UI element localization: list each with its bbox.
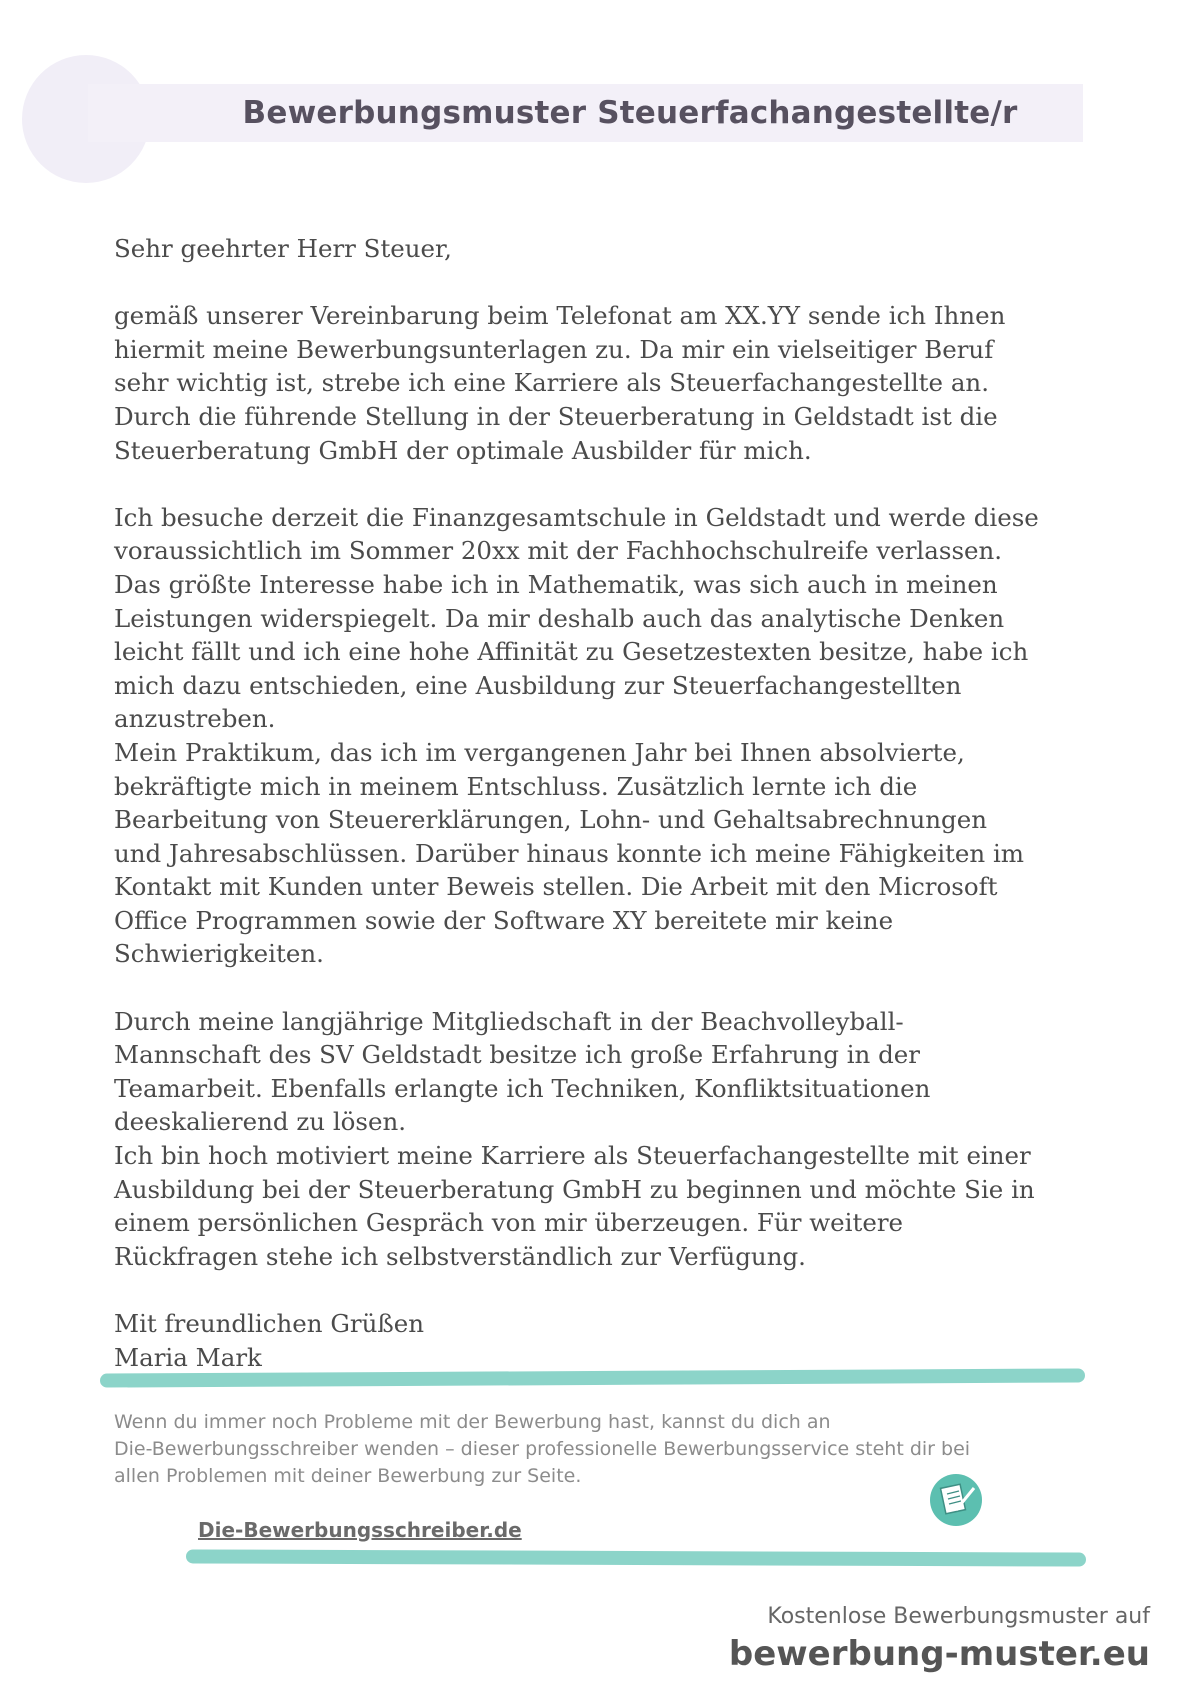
text-line: Durch meine langjährige Mitgliedschaft in der Beachvolleyball- bbox=[114, 1006, 904, 1036]
paragraph-5 bbox=[114, 1139, 1094, 1273]
document-pen-icon bbox=[930, 1474, 982, 1526]
text-line: anzustreben. bbox=[114, 704, 276, 734]
text-line: Durch die führende Stellung in der Steuerberatung in Geldstadt ist die bbox=[114, 401, 998, 431]
letter-body bbox=[114, 232, 1094, 1374]
text-line: sehr wichtig ist, strebe ich eine Karriere als Steuerfachangestellte an. bbox=[114, 368, 989, 398]
text-line: Ich besuche derzeit die Finanzgesamtschule in Geldstadt und werde diese bbox=[114, 502, 1039, 532]
text-line: und Jahresabschlüssen. Darüber hinaus konnte ich meine Fähigkeiten im bbox=[114, 838, 1025, 868]
paragraph-4 bbox=[114, 1005, 1094, 1139]
paragraph-3 bbox=[114, 736, 1094, 971]
text-line: Schwierigkeiten. bbox=[114, 939, 324, 969]
signature: Maria Mark bbox=[114, 1342, 262, 1372]
text-line: Leistungen widerspiegelt. Da mir deshalb auch das analytische Denken bbox=[114, 603, 1005, 633]
text-line: Mein Praktikum, das ich im vergangenen Jahr bei Ihnen absolvierte, bbox=[114, 737, 965, 767]
text-line: Ich bin hoch motiviert meine Karriere als Steuerfachangestellte mit einer bbox=[114, 1141, 1031, 1171]
text-line: Kontakt mit Kunden unter Beweis stellen. Die Arbeit mit den Microsoft bbox=[114, 872, 998, 902]
brush-stroke-bottom bbox=[186, 1549, 1086, 1566]
bewerbungsschreiber-link[interactable]: Die-Bewerbungsschreiber.de bbox=[198, 1518, 522, 1542]
text-line: Steuerberatung GmbH der optimale Ausbilder für mich. bbox=[114, 435, 812, 465]
paragraph-1 bbox=[114, 299, 1094, 467]
text-line: Bearbeitung von Steuererklärungen, Lohn- und Gehaltsabrechnungen bbox=[114, 805, 987, 835]
text-line: deeskalierend zu lösen. bbox=[114, 1107, 407, 1137]
footer-site[interactable]: bewerbung-muster.eu bbox=[728, 1634, 1150, 1674]
text-line: Mannschaft des SV Geldstadt besitze ich große Erfahrung in der bbox=[114, 1040, 921, 1070]
text-line: einem persönlichen Gespräch von mir überzeugen. Für weitere bbox=[114, 1208, 904, 1238]
text-line: mich dazu entschieden, eine Ausbildung zur Steuerfachangestellten bbox=[114, 670, 962, 700]
text-line: Office Programmen sowie der Software XY bereitete mir keine bbox=[114, 905, 894, 935]
text-line: hiermit meine Bewerbungsunterlagen zu. Da mir ein vielseitiger Beruf bbox=[114, 334, 994, 364]
page-title: Bewerbungsmuster Steuerfachangestellte/r bbox=[242, 95, 1018, 131]
promo-line: Die-Bewerbungsschreiber wenden – dieser professionelle Bewerbungsservice steht dir bei bbox=[114, 1438, 971, 1460]
text-line: leicht fällt und ich eine hohe Affinität zu Gesetzestexten besitze, habe ich bbox=[114, 637, 1029, 667]
promo-line: Wenn du immer noch Probleme mit der Bewerbung hast, kannst du dich an bbox=[114, 1411, 831, 1433]
footer-tagline: Kostenlose Bewerbungsmuster auf bbox=[767, 1604, 1150, 1629]
promo-line: allen Problemen mit deiner Bewerbung zur Seite. bbox=[114, 1465, 582, 1487]
text-line: voraussichtlich im Sommer 20xx mit der Fachhochschulreife verlassen. bbox=[114, 536, 1003, 566]
closing: Mit freundlichen Grüßen bbox=[114, 1309, 425, 1338]
text-line: gemäß unserer Vereinbarung beim Telefonat am XX.YY sende ich Ihnen bbox=[114, 301, 1006, 331]
text-line: Teamarbeit. Ebenfalls erlangte ich Techniken, Konfliktsituationen bbox=[114, 1073, 931, 1103]
text-line: bekräftigte mich in meinem Entschluss. Zusätzlich lernte ich die bbox=[114, 771, 918, 801]
text-line: Rückfragen stehe ich selbstverständlich zur Verfügung. bbox=[114, 1241, 806, 1271]
text-line: Das größte Interesse habe ich in Mathematik, was sich auch in meinen bbox=[114, 569, 998, 599]
text-line: Ausbildung bei der Steuerberatung GmbH zu beginnen und möchte Sie in bbox=[114, 1174, 1035, 1204]
paragraph-2 bbox=[114, 501, 1094, 736]
salutation: Sehr geehrter Herr Steuer, bbox=[114, 234, 452, 263]
